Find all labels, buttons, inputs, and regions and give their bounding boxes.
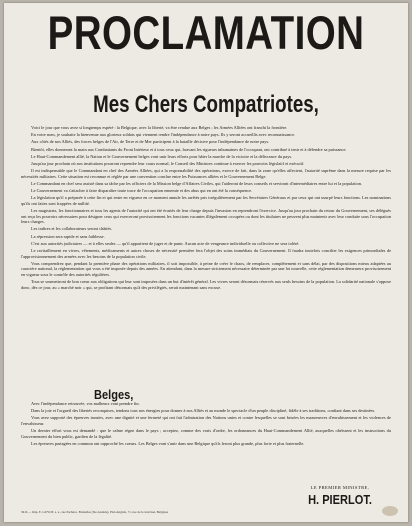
paragraph: Les traîtres et les collaborateurs seront châtiés. — [31, 226, 113, 232]
paragraph: La répression sera rapide et sans faiblesse. — [31, 233, 105, 239]
paragraph: Les magistrats, les fonctionnaires et tous les agents de l'autorité qui ont été écartés de leur charge depuis l'invasion en reprendront l'exercice. Jusqu'au jour prochain du retour du Gouvernement, ses délégués ont reçu les pouvoirs nécessaires pour désigner ceux qui exerceront provisoirement les fonctions vacantes illégalement occupées ou dont les titulaires ne peuvent plus maintenir avec leur conduite sous l'occupation leurs charges. — [21, 208, 391, 225]
paragraph: Le Gouvernement va s'attacher à faire disparaître toute trace de l'occupation ennemie et des abus qui en ont été la conséquence. — [31, 188, 253, 194]
paragraph: C'est aux autorités judiciaires — et à elles seules — qu'il appartient de juger et de punir. Aucun acte de vengeance individuelle ou collective ne sera toléré. — [31, 240, 300, 246]
paragraph: Dans la joie et l'orgueil des libertés reconquises, tendons tous nos énergies pour donner à nos Alliés et au monde le spectacle d'un peuple discipliné, fidèle à ses traditions, confiant dans ses destinées. — [31, 408, 376, 414]
proclamation-poster — [4, 3, 408, 522]
printer-imprint: 3616 — Imp. E. GUYOT, s. a., rue Pachéco, Bruxelles (Ste-Gudule), Plan Anglais, 71, rue de la Jonction, Belgique — [21, 510, 169, 514]
paragraph: Un dernier effort vous est demandé : que le calme règne dans le pays ; acceptez, comme des vrais d'ordre, les ordonnances du Haut-Commandement Allié, auxquelles obéissent et les instructions du Gouvernement du bien public, gardien de la légalité. — [21, 428, 391, 439]
paragraph: La législation qu'il a préparée à cette fin et qui entre en vigueur en ce moment annule les arrêtés pris irrégulièrement par les Secrétaires Généraux et par ceux qui ont usurpé leurs fonctions. Les nominations qu'ils ont faites sont frappées de nullité. — [21, 195, 391, 206]
paragraph: Vous avez supporté des épreuves inouïes, avec une dignité et une fermeté qui ont fait l'admiration des Nations unies et contre lesquelles se sont brisées les manoeuvres d'envahissement et les violences de l'envahisseur. — [21, 415, 391, 426]
paragraph: Tous se soumettront de bon coeur aux obligations qui leur sont imposées dans un but d'intérêt général. Les vivres seront désormais réservés aux seuls besoins de la population. La solidarité nationale s'oppose donc, dès ce jour, au « marché noir » qui, se profitant désormais qu'à des privilégiés, serait maintenant sans excuse. — [21, 279, 391, 290]
paper-stain — [382, 506, 398, 516]
paragraph: Les épreuves partagées en commun ont rapproché les coeurs. Les Belges vont s'unir dans une Belgique qu'ils feront plus grande, plus forte et plus fraternelle. — [31, 440, 305, 446]
signature-title: LE PREMIER MINISTRE, — [310, 485, 370, 490]
paragraph: En votre nom, je souhaite la bienvenue aux glorieux soldats qui viennent rendre l'indépendance à notre pays. Ils y seront accueillis avec reconnaissance. — [31, 132, 296, 138]
proclamation-body-part-2 — [21, 401, 391, 448]
paragraph: Vous comprendrez que, pendant la première phase des opérations militaires, il soit impossible, à peine de créer le chaos, de remplacer, complètement et sans délai, par des dispositions mieux adaptées au caractère national, la réglementation qui vous a été imposée depuis des années. En attendant, dans la mesure strictement nécessaire déterminée par une loi nouvelle, cette réglementation demeurera provisoirement en vigueur sous le contrôle des autorités régulières. — [21, 260, 391, 277]
paragraph: Avec l'indépendance retrouvée, vos malheurs vont prendre fin. — [31, 401, 140, 406]
belges-heading: Belges, — [94, 387, 134, 402]
paragraph: Le Commandant en chef sera assisté dans sa tâche par les officiers de la Mission belge d'Affaires Civiles, qui l'aideront de leurs conseils et serviront d'intermédiaires entre lui et la population. — [31, 180, 363, 186]
paragraph: Il est indispensable que le Commandant en chef des Armées Alliées, qui a la responsabilité des opérations, exerce de fait, dans la zone qu'elles affectent, l'autorité suprême dans la mesure requise par les nécessités militaires. Cette situation est reconnue et réglée par une convention conclue entre les Puissances alliées et le Gouvernement Belge. — [21, 168, 391, 179]
poster-salutation: Mes Chers Compatriotes, — [93, 91, 319, 118]
proclamation-body-part-1 — [21, 125, 391, 292]
paragraph: Le Haut-Commandement allié, la Nation et le Gouvernement belges vont unir leurs efforts pour hâter la marche de la victoire et la délivrance du pays. — [31, 153, 293, 159]
paragraph: Bientôt, elles donneront la main aux Combattants du Front Intérieur et à tous ceux qui, bravant les rigueurs inhumaines de l'occupant, ont contribué à tenir et à défendre sa puissance. — [31, 146, 347, 152]
paragraph: Aux côtés de nos Alliés, des forces belges de l'Air, de Terre et de Mer participent à la bataille décisive pour l'indépendance de notre pays. — [31, 139, 270, 145]
poster-headline: PROCLAMATION — [47, 6, 365, 59]
paragraph: Le ravitaillement en vivres, vêtements, médicaments et autres choses de nécessité première fera l'objet des soins immédiats du Gouvernement. Il faudra toutefois concilier les exigences primordiales de l'approvisionnement des armées avec les besoins de la population civile. — [21, 248, 391, 259]
paragraph: Voici le jour que vous avez si longtemps espéré : la Belgique, avec la liberté, va être rendue aux Belges ; les Armées Alliées ont franchi la frontière. — [31, 125, 288, 130]
paragraph: Jusqu'au jour prochain où nos institutions pourront reprendre leur cours normal, le Conseil des Ministres continue à exercer les pouvoirs législatif et exécutif. — [31, 160, 305, 166]
signature-name: H. PIERLOT. — [308, 492, 372, 507]
